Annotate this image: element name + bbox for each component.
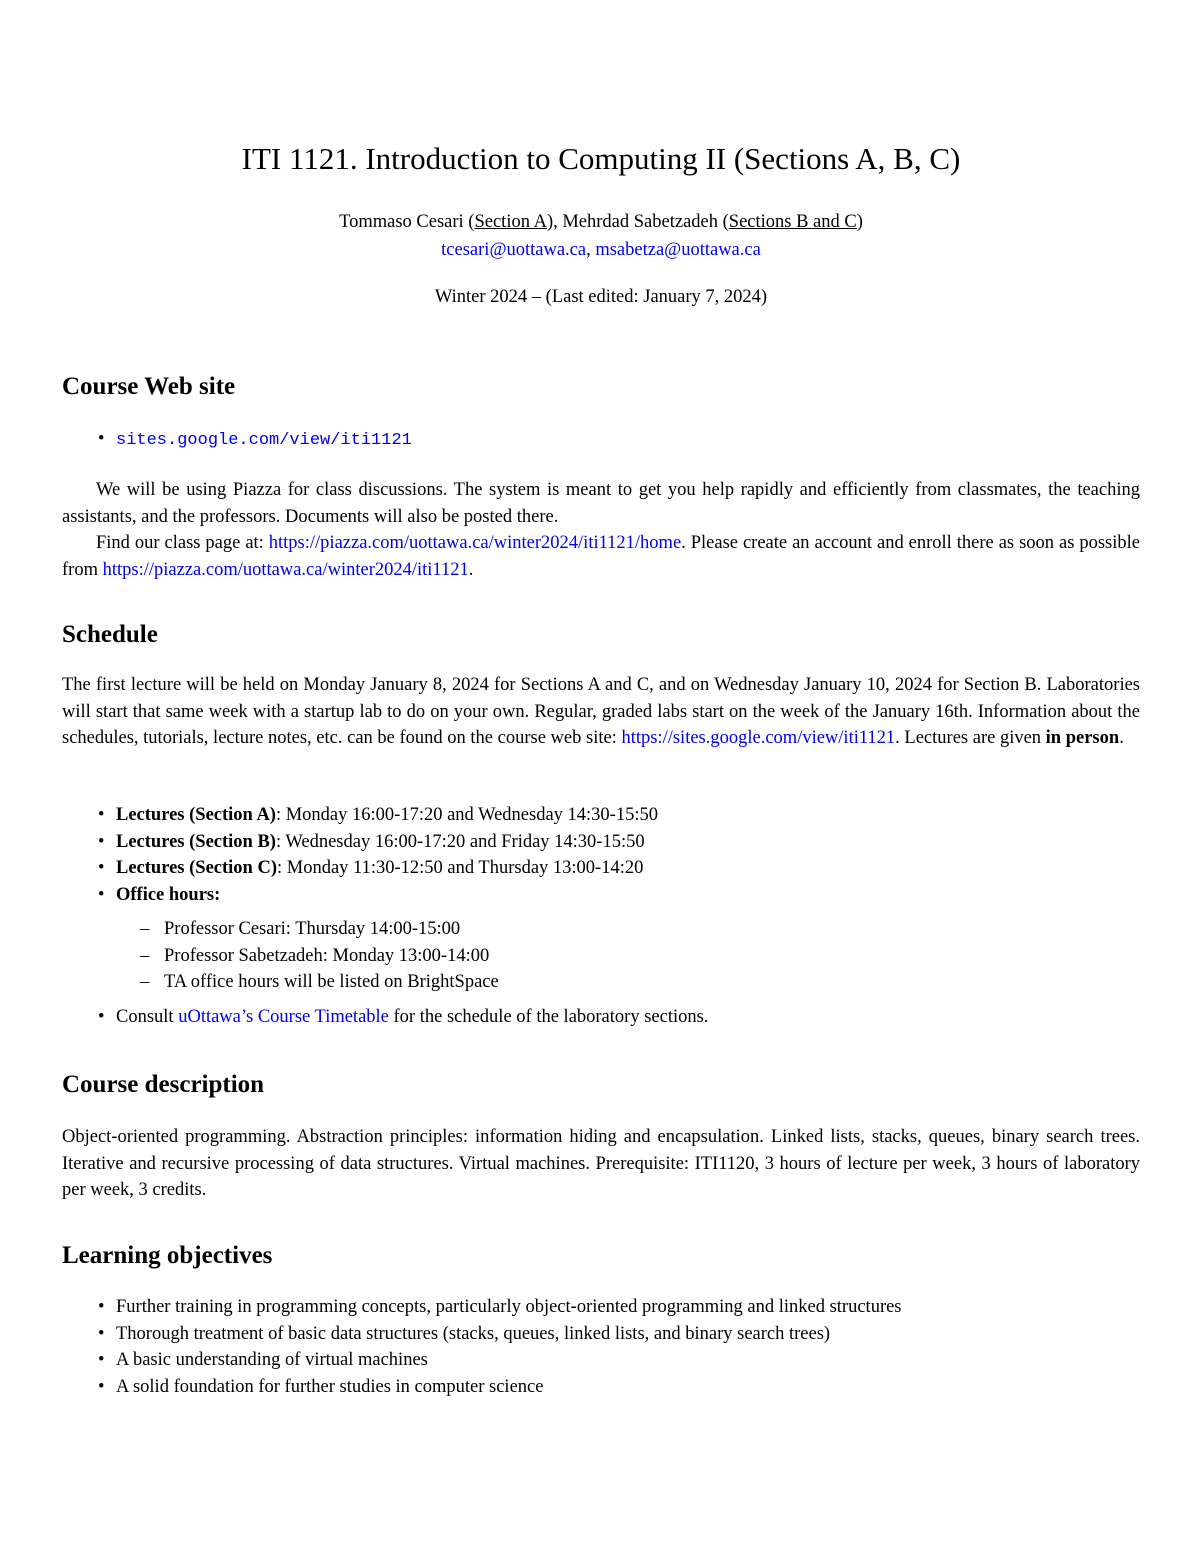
item-label: Lectures (Section A) [116,805,276,825]
list-item: • A basic understanding of virtual machines [62,1347,1140,1374]
list-item [62,855,1140,882]
paragraph-text: . Lectures are given [895,728,1046,748]
piazza-home-link[interactable]: https://piazza.com/uottawa.ca/winter2024/iti1121/home [268,533,682,553]
schedule-text [62,672,1140,752]
list-item [62,1004,1140,1031]
schedule-paragraph [62,672,1140,752]
author-separator: ), Mehrdad Sabetzadeh ( [546,212,729,232]
piazza-class-page-paragraph [62,530,1140,583]
list-item: – Professor Cesari: Thursday 14:00-15:00 [116,916,1140,943]
list-item: – Professor Sabetzadeh: Monday 13:00-14:00 [116,943,1140,970]
heading-course-web-site: Course Web site [62,373,236,400]
schedule-site-link[interactable]: https://sites.google.com/view/iti1121 [621,728,896,748]
page-title: ITI 1121. Introduction to Computing II (Sections A, B, C) [241,141,961,176]
item-text: for the schedule of the laboratory sections. [388,1006,709,1027]
paragraph-text: Find our class page at: [96,533,269,553]
description-paragraph [62,1124,1140,1204]
author-line: Tommaso Cesari (Section A), Mehrdad Sabetzadeh (Sections B and C) [339,212,863,232]
heading-course-description: Course description [62,1071,265,1098]
paragraph-text: . [468,559,474,580]
piazza-paragraph: We will be using Piazza for class discussions. The system is meant to get you help rapidly and efficiently from classmates, the teaching assistants, and the professors. Documents will also be posted there. [62,480,1140,527]
description-text: Object-oriented programming. Abstraction principles: information hiding and encapsulation. Linked lists, stacks, queues, binary search trees. Iterative and recursive processing of data structures. Virtual machines. Prerequisite: ITI1120, 3 hours of lecture per week, 3 hours of laboratory per week, 3 credits. [62,1127,1140,1200]
edit-date: Winter 2024 – (Last edited: January 7, 2024) [434,287,768,307]
email-sabetzadeh-link[interactable]: msabetza@uottawa.ca [595,240,761,260]
heading-schedule: Schedule [62,621,158,648]
list-item: • Thorough treatment of basic data structures (stacks, queues, linked lists, and binary search trees) [62,1321,1140,1348]
item-label: Office hours: [116,884,221,905]
item-text: : Wednesday 16:00-17:20 and Friday 14:30-15:50 [275,831,645,852]
authors-block [62,208,1140,264]
author-sabetzadeh-section: Sections B and C [728,212,857,232]
paragraph-text: The first lecture will be held on Monday January 8, 2024 for Sections A and C, and on Wednesday January 10, 2024 for Section B. Laboratories will start that same week with a startup lab to do on your own. Regular, graded labs start on the week of the January 16th. Information about the schedules, tutorials, lecture notes, etc. can be found on the course web site: [62,675,1140,748]
item-text: : Monday 11:30-12:50 and Thursday 13:00-14:20 [276,858,644,878]
in-person-emphasis: in person [1045,728,1120,748]
item-text: : Monday 16:00-17:20 and Wednesday 14:30-15:50 [275,805,658,825]
author-cesari: Tommaso Cesari [339,212,464,232]
author-cesari-section: Section A [474,212,547,232]
objectives-list [62,1294,1140,1400]
schedule-list [62,802,1140,1030]
list-item: • Further training in programming concepts, particularly object-oriented programming and linked structures [62,1294,1140,1321]
paragraph-text: . [1119,728,1124,748]
office-hours-list [116,916,1140,996]
list-item [62,802,1140,829]
list-item [62,426,1140,455]
item-text: Consult [116,1006,179,1027]
list-item [62,882,1140,996]
item-label: Lectures (Section B) [116,831,276,852]
list-item [62,829,1140,856]
piazza-enroll-link[interactable]: https://piazza.com/uottawa.ca/winter2024/iti1121 [102,559,469,580]
email-cesari-link[interactable]: tcesari@uottawa.ca [441,240,587,260]
website-paragraphs [62,477,1140,583]
course-timetable-link[interactable]: uOttawa’s Course Timetable [178,1006,389,1027]
item-label: Lectures (Section C) [116,858,277,878]
list-item: – TA office hours will be listed on BrightSpace [116,969,1140,996]
website-list [62,426,1140,455]
list-item: • A solid foundation for further studies in computer science [62,1374,1140,1401]
email-line: tcesari@uottawa.ca, msabetza@uottawa.ca [441,240,761,260]
paragraph-text: . Please create an account and enroll there as soon as possible from [62,533,1141,580]
heading-learning-objectives: Learning objectives [62,1242,273,1269]
course-site-link[interactable]: sites.google.com/view/iti1121 [116,431,412,450]
